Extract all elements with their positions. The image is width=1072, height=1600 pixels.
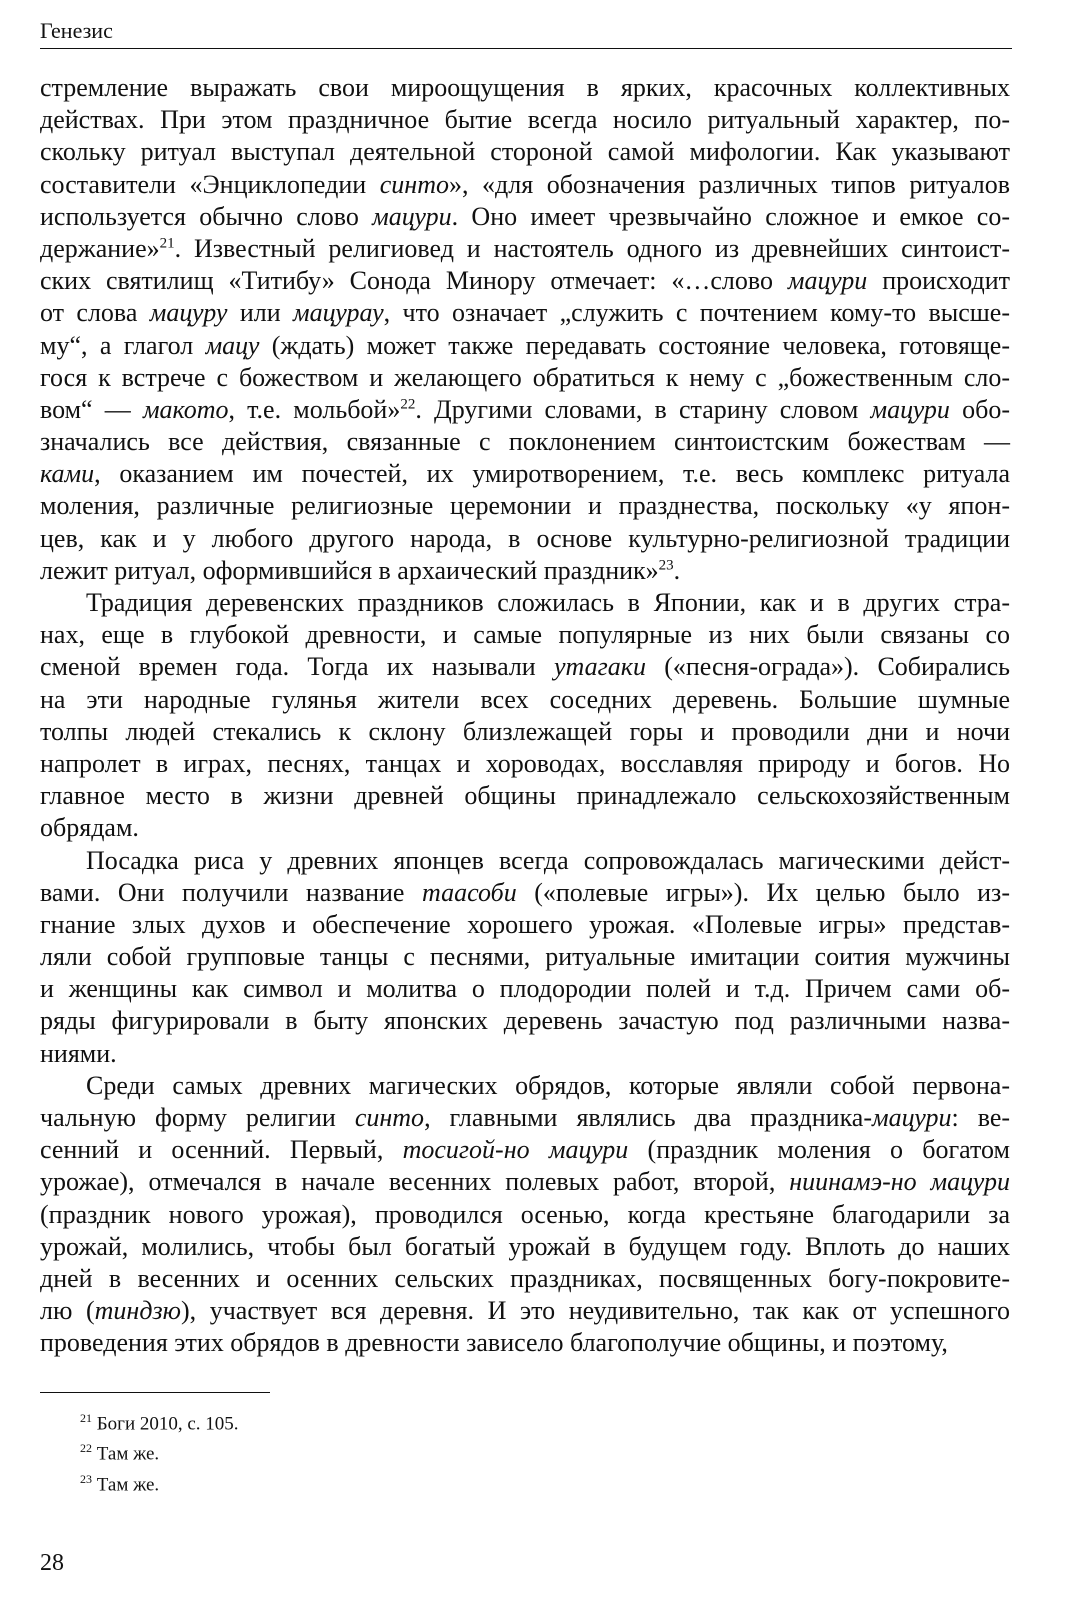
text-run: сменой времен года. Тогда их называли [40, 652, 554, 682]
text-run: Посадка риса у древних японцев всегда сопровождалась магическими дейст- [86, 845, 1010, 875]
text-run: от слова [40, 298, 150, 328]
text-run: значались все действия, связанные с поклонением синтоистским божествам — [40, 427, 1010, 457]
text-run: («песня-ограда»). Собирались [645, 652, 1010, 682]
text-line [40, 330, 1010, 362]
text-run: чальную форму религии [40, 1103, 355, 1132]
text-run: обрядам. [40, 813, 139, 843]
text-run: главное место в жизни древней общины принадлежало сельскохозяйственным [40, 781, 1010, 811]
text-run: используется обычно слово [40, 201, 373, 231]
text-line [40, 490, 1010, 522]
text-line [40, 169, 1010, 201]
text-line [40, 265, 1010, 297]
text-run: и женщины как символ и молитва о плодородии полей и т.д. Причем сами об- [40, 974, 1010, 1004]
page-number: 28 [40, 1550, 64, 1576]
text-run: (праздник моления о богатом [628, 1135, 1010, 1165]
text-line [40, 651, 1010, 683]
text-line [40, 1134, 1010, 1166]
footnote-divider [40, 1392, 270, 1393]
italic-term: синто [379, 169, 449, 199]
text-line [40, 72, 1010, 104]
footnote [80, 1406, 239, 1436]
text-line [40, 684, 1010, 716]
text-line [40, 909, 1010, 941]
text-run: или [227, 298, 294, 328]
text-line [40, 845, 1010, 877]
text-line [40, 780, 1010, 812]
text-run: толпы людей стекались к склону близлежащей горы и проводили дни и ночи [40, 716, 1010, 746]
paragraph [40, 1070, 1010, 1360]
text-line [40, 877, 1010, 909]
italic-term: мацури [870, 394, 950, 424]
footnote-ref: 22 [400, 396, 416, 413]
footnotes [80, 1406, 239, 1497]
text-run: ляли собой групповые танцы с песнями, ритуальные имитации соития мужчины [40, 942, 1010, 972]
text-line [40, 201, 1010, 233]
footnote [80, 1436, 239, 1466]
text-line [40, 1199, 1010, 1231]
italic-term: ками [40, 459, 95, 489]
text-run: . Известный религиовед и настоятель одного из древнейших синтоист- [174, 233, 1010, 263]
text-line [40, 1231, 1010, 1263]
text-run: сенний и осенний. Первый, [40, 1135, 403, 1165]
text-line [40, 1102, 1010, 1134]
text-line [40, 1263, 1010, 1295]
text-run: моления, различные религиозные церемонии и празднества, поскольку «у япон- [40, 491, 1010, 521]
text-run: урожае), отмечался в начале весенних полевых работ, второй, [40, 1167, 790, 1197]
text-line [40, 297, 1010, 329]
text-line [40, 233, 1010, 265]
text-line [40, 716, 1010, 748]
paragraph [40, 587, 1010, 845]
text-run: происходит [867, 266, 1010, 296]
text-run: му“, а глагол [40, 330, 206, 360]
text-run: гося к встрече с божеством и желающего обратиться к нему с „божественным сло- [40, 362, 1010, 392]
footnote-text: Там же. [92, 1443, 160, 1465]
text-line [40, 1070, 1010, 1102]
text-line [40, 941, 1010, 973]
text-run: . [673, 555, 681, 585]
paragraph [40, 72, 1010, 587]
text-run: (ждать) может также передавать состояние человека, готовяще- [259, 330, 1011, 360]
footnote-text: Там же. [92, 1473, 160, 1495]
text-run: (праздник нового урожая), проводился осенью, когда крестьяне благодарили за [40, 1199, 1010, 1229]
header-divider [40, 48, 1012, 49]
text-line [40, 1166, 1010, 1198]
text-run: Среди самых древних магических обрядов, которые являли собой первона- [86, 1070, 1010, 1100]
text-run: стремление выражать свои мироощущения в ярких, красочных коллективных [40, 73, 1010, 102]
text-run: держание» [40, 233, 160, 263]
text-run: , т.е. мольбой» [228, 394, 401, 424]
italic-term: мацурау [293, 298, 384, 328]
running-header: Генезис [40, 18, 113, 43]
italic-term: таасоби [421, 877, 517, 907]
italic-term: мацури [872, 1103, 952, 1132]
text-line [40, 1005, 1010, 1037]
text-line [40, 394, 1010, 426]
text-line [40, 619, 1010, 651]
footnote-ref: 23 [658, 557, 674, 574]
text-line [40, 587, 1010, 619]
text-run: вами. Они получили название [40, 877, 422, 907]
text-line [40, 1295, 1010, 1327]
text-run: урожай, молились, чтобы был богатый урожай в будущем году. Вплоть до наших [40, 1231, 1010, 1261]
text-run: составители «Энциклопедии [40, 169, 380, 199]
text-run: ряды фигурировали в быту японских деревень зачастую под различными назва- [40, 1006, 1010, 1036]
text-line [40, 812, 1010, 844]
text-run: лю ( [40, 1296, 95, 1326]
text-run: ских святилищ «Титибу» Сонода Минору отмечает: «…слово [40, 266, 788, 296]
text-line [40, 362, 1010, 394]
text-line [40, 426, 1010, 458]
text-line [40, 1327, 1010, 1359]
text-line [40, 523, 1010, 555]
text-run: обо- [949, 394, 1010, 424]
footnote-ref: 21 [159, 235, 175, 252]
text-line [40, 973, 1010, 1005]
footnote-number: 23 [80, 1471, 92, 1486]
footnote-text: Боги 2010, с. 105. [92, 1413, 239, 1435]
text-run: на эти народные гулянья жители всех соседних деревень. Большие шумные [40, 684, 1010, 714]
footnote [80, 1467, 239, 1497]
text-run: . Другими словами, в старину словом [415, 394, 871, 424]
italic-term: утагаки [554, 652, 646, 682]
italic-term: синто [354, 1103, 425, 1132]
text-run: нах, еще в глубокой древности, и самые популярные из них были связаны со [40, 620, 1010, 650]
text-run: », «для обозначения различных типов ритуалов [448, 169, 1011, 199]
text-run: скольку ритуал выступал деятельной стороной самой мифологии. Как указывают [40, 137, 1010, 167]
italic-term: тосигой-но мацури [402, 1135, 629, 1165]
text-run: ), участвует вся деревня. И это неудивительно, так как от успешного [180, 1296, 1010, 1326]
text-run: Традиция деревенских праздников сложилась в Японии, как и в других стра- [86, 588, 1010, 617]
text-run: цев, как и у любого другого народа, в основе культурно-религиозной традиции [40, 523, 1010, 553]
text-run: вом“ — [40, 394, 143, 424]
text-run: ниями. [40, 1038, 117, 1068]
italic-term: мацуру [149, 298, 228, 328]
footnote-number: 22 [80, 1441, 92, 1456]
text-run: («полевые игры»). Их целью было из- [516, 877, 1010, 907]
text-run: : ве- [951, 1103, 1011, 1132]
text-run: дней в весенних и осенних сельских праздниках, посвященных богу-покровите- [40, 1263, 1010, 1293]
text-run: напролет в играх, песнях, танцах и хороводах, восславляя природу и богов. Но [40, 748, 1010, 778]
italic-term: макото [142, 394, 229, 424]
text-run: проведения этих обрядов в древности зависело благополучие общины, и поэтому, [40, 1328, 948, 1358]
text-run: действах. При этом праздничное бытие всегда носило ритуальный характер, по- [40, 105, 1010, 135]
italic-term: мацу [205, 330, 260, 360]
text-line [40, 748, 1010, 780]
italic-term: ниинамэ-но мацури [789, 1167, 1010, 1197]
text-run: , главными являлись два праздника- [424, 1103, 873, 1132]
text-line [40, 555, 1010, 587]
text-run: лежит ритуал, оформившийся в архаический праздник» [40, 555, 659, 585]
text-run: , оказанием им почестей, их умиротворением, т.е. весь комплекс ритуала [94, 459, 1010, 489]
italic-term: мацури [787, 266, 868, 296]
italic-term: мацури [372, 201, 452, 231]
text-line [40, 104, 1010, 136]
italic-term: тиндзю [94, 1296, 181, 1326]
footnote-number: 21 [80, 1411, 92, 1425]
paragraph [40, 845, 1010, 1070]
text-line [40, 1038, 1010, 1070]
text-run: . Оно имеет чрезвычайно сложное и емкое со- [451, 201, 1010, 231]
text-line [40, 458, 1010, 490]
main-text [40, 72, 1010, 1360]
text-run: , что означает „служить с почтением кому-то высше- [383, 298, 1010, 328]
text-run: гнание злых духов и обеспечение хорошего урожая. «Полевые игры» представ- [40, 909, 1010, 939]
text-line [40, 136, 1010, 168]
